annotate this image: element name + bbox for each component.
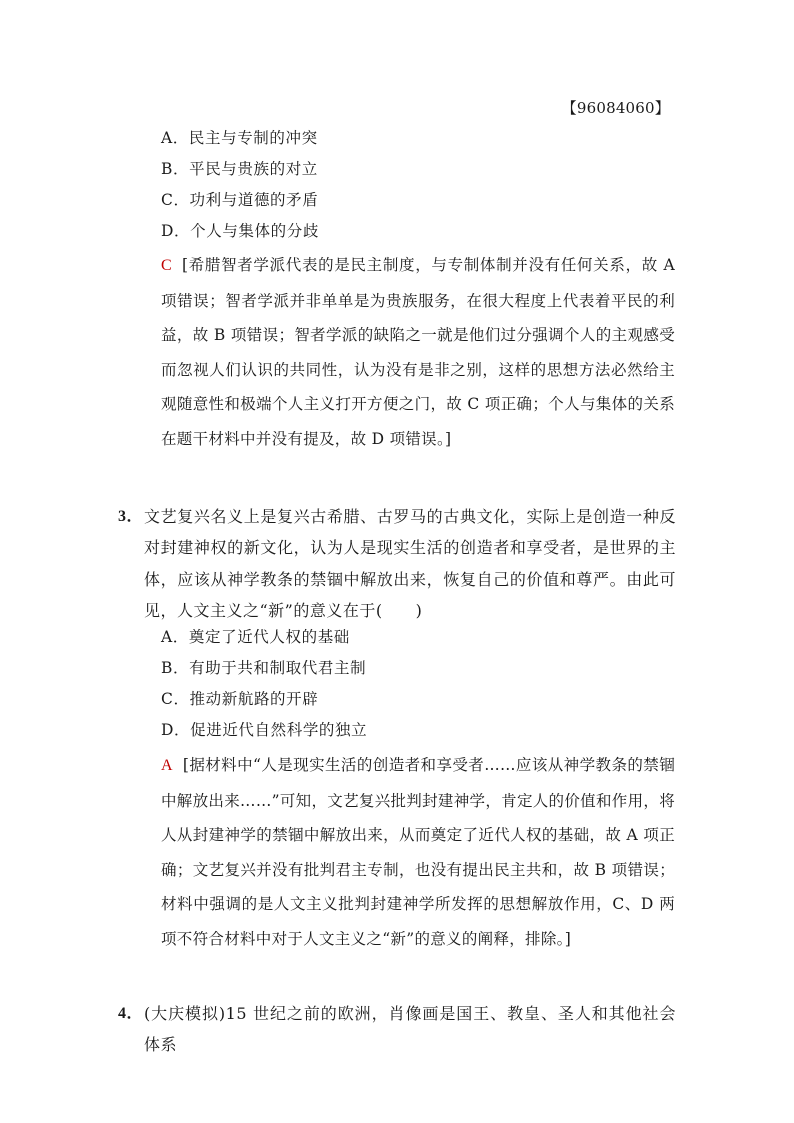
question-code: 【96084060】 [561, 99, 670, 117]
q3-stem [118, 500, 676, 626]
q3-answer-block [161, 748, 675, 957]
q4-number: 4． [118, 1005, 144, 1022]
q2-answer-letter: C [161, 257, 172, 274]
q3-answer-letter: A [161, 757, 173, 774]
q2-answer-block [161, 248, 675, 457]
q3-text: 文艺复兴名义上是复兴古希腊、古罗马的古典文化，实际上是创造一种反对封建神权的新文化，认为人是现实生活的创造者和享受者，是世界的主体，应该从神学教条的禁锢中解放出来，恢复自己的价值和尊严。由此可见，人文主义之“新”的意义在于( ) [144, 507, 676, 620]
q2-option-d: D．个人与集体的分歧 [161, 222, 319, 240]
q2-option-a: A．民主与专制的冲突 [161, 129, 318, 147]
q4-stem [118, 997, 676, 1061]
q2-option-c: C．功利与道德的矛盾 [161, 191, 319, 209]
q3-option-a: A．奠定了近代人权的基础 [161, 628, 350, 646]
q4-text: (大庆模拟)15 世纪之前的欧洲，肖像画是国王、教皇、圣人和其他社会体系 [144, 1004, 676, 1055]
q2-option-b: B．平民与贵族的对立 [161, 160, 318, 178]
q3-option-c: C．推动新航路的开辟 [161, 690, 319, 708]
q3-answer-explanation: [据材料中“人是现实生活的创造者和享受者……应该从神学教条的禁锢中解放出来……”可知，文艺复兴批判封建神学，肯定人的价值和作用，将人从封建神学的禁锢中解放出来，从而奠定了近代人权的基础，故 A 项正确；文艺复兴并没有批判君主专制，也没有提出民主共和，故 B 项错误；材料中强调的是人文主义批判封建神学所发挥的思想解放作用，C、D 两项不符合材料中对于人文主义之“新”的意义的阐释，排除。] [161, 756, 675, 948]
q3-number: 3． [118, 508, 144, 525]
q3-option-d: D．促进近代自然科学的独立 [161, 721, 368, 739]
q3-option-b: B．有助于共和制取代君主制 [161, 659, 367, 677]
q2-answer-explanation: [希腊智者学派代表的是民主制度，与专制体制并没有任何关系，故 A 项错误；智者学派并非单单是为贵族服务，在很大程度上代表着平民的利益，故 B 项错误；智者学派的缺陷之一就是他们过分强调个人的主观感受而忽视人们认识的共同性，认为没有是非之别，这样的思想方法必然给主观随意性和极端个人主义打开方便之门，故 C 项正确；个人与集体的关系在题干材料中并没有提及，故 D 项错误。] [161, 256, 675, 448]
